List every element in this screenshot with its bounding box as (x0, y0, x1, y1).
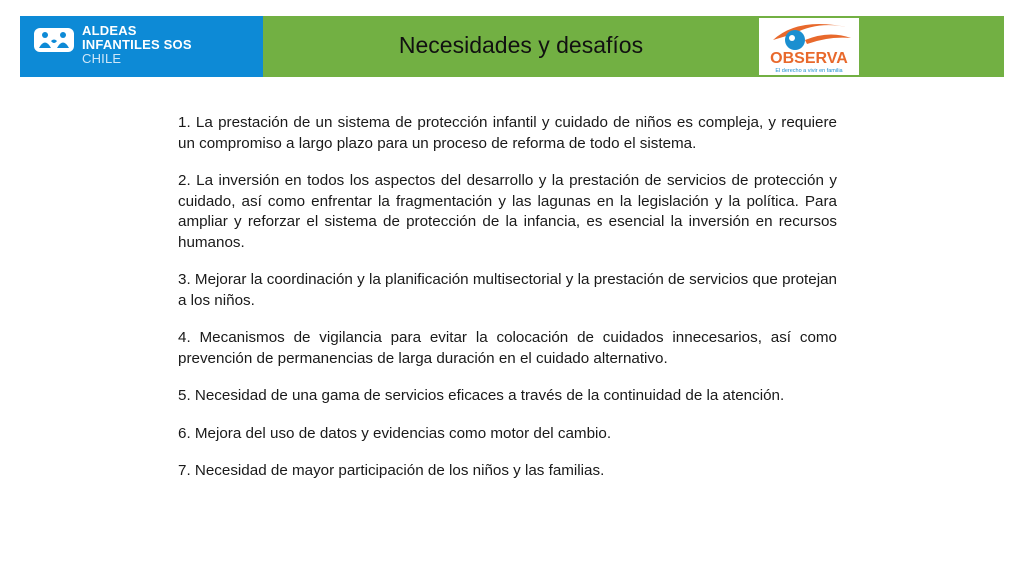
aldeas-sos-logo (20, 16, 263, 77)
header-bar (20, 16, 1004, 77)
list-item: 4. Mecanismos de vigilancia para evitar la colocación de cuidados innecesarios, así como prevención de permanencias de larga duración en el cuidado alternativo. (178, 329, 837, 367)
list-item: 7. Necesidad de mayor participación de los niños y las familias. (178, 462, 605, 479)
sos-children-icon (34, 28, 74, 52)
list-item: 5. Necesidad de una gama de servicios eficaces a través de la continuidad de la atención. (178, 387, 785, 404)
list-item: 6. Mejora del uso de datos y evidencias como motor del cambio. (178, 424, 612, 442)
brand-line-2: INFANTILES SOS (82, 37, 192, 52)
slide-title: Necesidades y desafíos (398, 32, 644, 58)
list-item: 1. La prestación de un sistema de protección infantil y cuidado de niños es compleja, y requiere un compromiso a largo plazo para un proceso de reforma de todo el sistema. (178, 114, 837, 152)
list-item: 3. Mejorar la coordinación y la planificación multisectorial y la prestación de servicios que protejan a los niños. (178, 271, 837, 309)
observa-eye-icon (759, 18, 859, 75)
brand-wordmark (82, 24, 192, 66)
list-item: 2. La inversión en todos los aspectos del desarrollo y la prestación de servicios de protección y cuidado, así como enfrentar la fragmentación y las lagunas en la legislación y la política. Para ampliar y reforzar el sistema de protección de la infancia, es esencial la inversión en recursos humanos. (178, 172, 837, 251)
brand-line-1: ALDEAS (82, 23, 137, 38)
needs-list (178, 113, 837, 499)
observa-logo (759, 18, 859, 75)
brand-line-3: CHILE (82, 51, 122, 66)
observa-tagline: El derecho a vivir en familia (775, 68, 843, 74)
observa-wordmark: OBSERVA (770, 50, 848, 67)
